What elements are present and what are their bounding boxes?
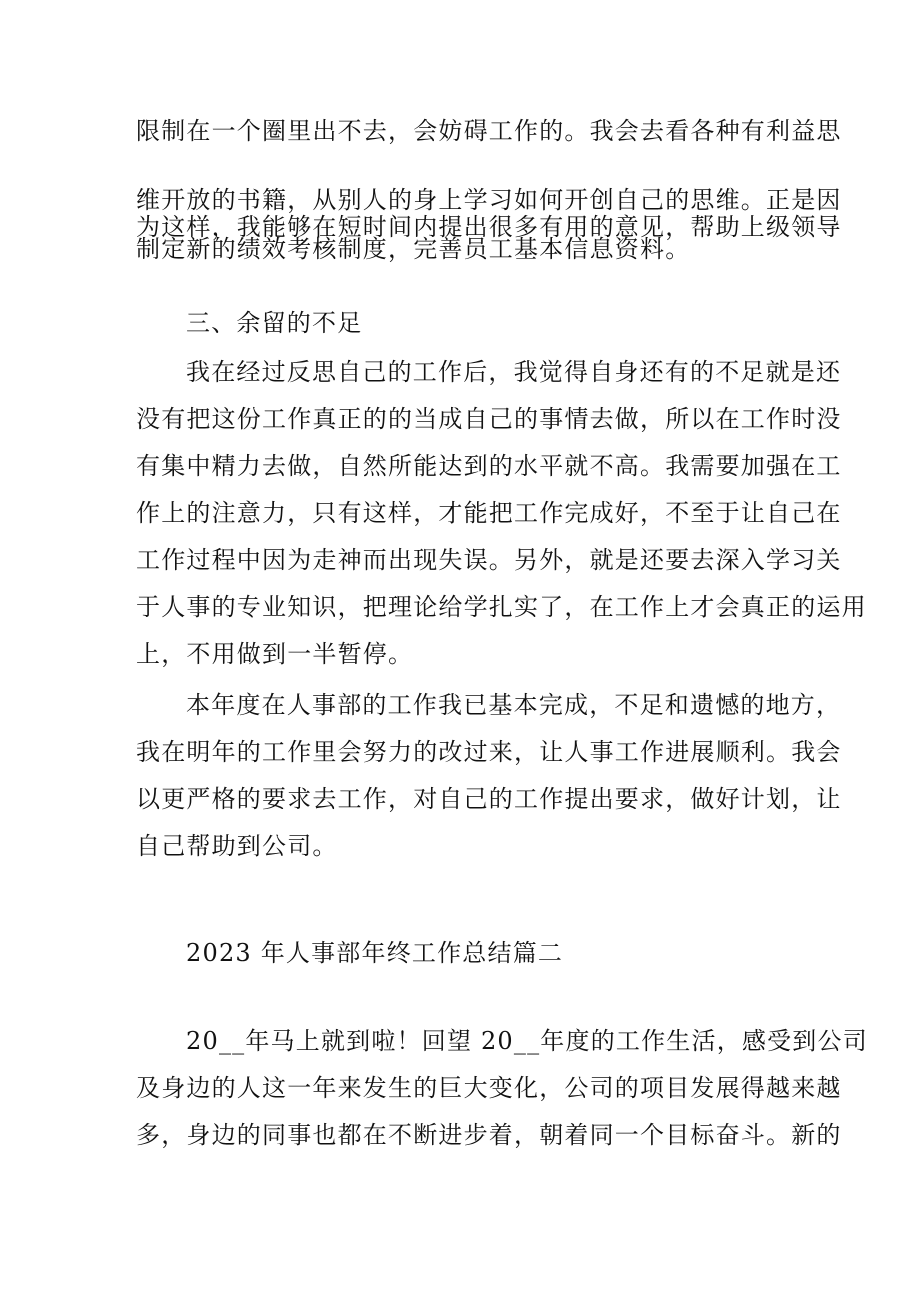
body-text-line: 20__年马上就到啦！回望 20__年度的工作生活，感受到公司 — [186, 1027, 868, 1055]
section-heading: 三、余留的不足 — [186, 309, 363, 337]
body-text-line: 我在经过反思自己的工作后，我觉得自身还有的不足就是还 — [186, 358, 842, 386]
body-text-line: 工作过程中因为走神而出现失误。另外，就是还要去深入学习关 — [136, 546, 842, 574]
body-text-line: 为这样，我能够在短时间内提出很多有用的意见，帮助上级领导 — [136, 213, 842, 241]
body-text-line: 制定新的绩效考核制度，完善员工基本信息资料。 — [136, 235, 691, 263]
body-text-line: 上，不用做到一半暂停。 — [136, 640, 414, 668]
body-text-line: 及身边的人这一年来发生的巨大变化，公司的项目发展得越来越 — [136, 1074, 842, 1102]
body-text-line: 没有把这份工作真正的的当成自己的事情去做，所以在工作时没 — [136, 405, 842, 433]
body-text-line: 多，身边的同事也都在不断进步着，朝着同一个目标奋斗。新的 — [136, 1121, 842, 1149]
body-text-line: 于人事的专业知识，把理论给学扎实了，在工作上才会真正的运用 — [136, 593, 867, 621]
body-text-line: 维开放的书籍，从别人的身上学习如何开创自己的思维。正是因 — [136, 186, 842, 214]
body-text-line: 作上的注意力，只有这样，才能把工作完成好，不至于让自己在 — [136, 499, 842, 527]
body-text-line: 本年度在人事部的工作我已基本完成，不足和遗憾的地方， — [186, 691, 842, 719]
body-text-line: 以更严格的要求去工作，对自己的工作提出要求，做好计划，让 — [136, 785, 842, 813]
body-text-line: 限制在一个圈里出不去，会妨碍工作的。我会去看各种有利益思 — [136, 117, 842, 145]
body-text-line: 有集中精力去做，自然所能达到的水平就不高。我需要加强在工 — [136, 452, 842, 480]
article-title: 2023 年人事部年终工作总结篇二 — [186, 939, 564, 967]
body-text-line: 自己帮助到公司。 — [136, 832, 338, 860]
body-text-line: 我在明年的工作里会努力的改过来，让人事工作进展顺利。我会 — [136, 738, 842, 766]
